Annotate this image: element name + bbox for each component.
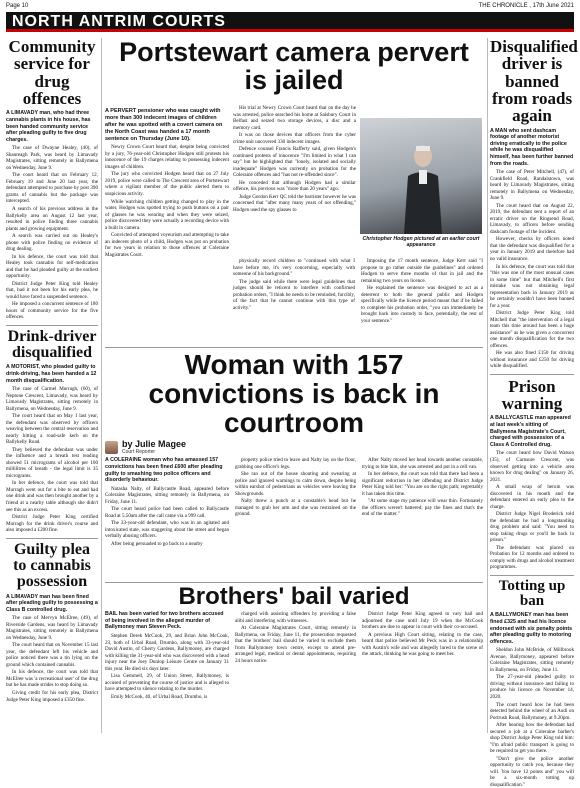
paragraph: Defence counsel Francis Rafferty said, given Hodgen's continued protests of innocence "I'm limited in what I can say" but he highlighted that "lonely, isolated and socially inadequate" Hodgen was currently on probation for the Coleraine offences and "has not re-offended since". [233,146,356,179]
paragraph: Imposing the 17 month sentence, Judge Kerr said "I propose to go rather outside the guidelines" and ordered Hodgen to serve three months of that in jail and the remaining two years on licence. [361,258,483,284]
paragraph: The 33-year-old defendant, who was in an agitated and intoxicated state, was staggering about the street and began verbally abusing officers. [105,520,229,540]
paragraph: District Judge Peter King certified Murragh for the drink driver's course and also imposed a £200 fine. [6,514,98,534]
paragraph: Natasha Nalty, of Ballycastle Road, appeared before Coleraine Magistrates, sitting remotely in Ballymena, on Friday, June 11. [105,485,229,505]
lead-paragraph: A LIMAVADY man, who had three cannabis plants in his house, has been handed community service after pleading guilty to five drug charges. [6,110,91,143]
paragraph: Emily McCook, 40, of Urbal Road, Drumbo, is [111,693,208,700]
paragraph: At Coleraine Magistrates Court, sitting remotely in Ballymena, on Friday, June 11, the prosecution requested that the brothers' bail should be varied to exclude them from Ballymoney town centre, except to attend pre-arranged legal, medical or dental appointments, requiring 24 hours notice. [235,625,356,664]
paragraph: She ran out of the house shouting and swearing at police and ignored warnings to calm down, despite being within earshot of pedestrians as vehicles were leaving the Showgrounds. [235,471,356,497]
portstewart-continuation [233,258,483,346]
page-number: Page 10 [6,3,29,9]
paragraph: He was also fined £150 for driving without insurance and £250 for driving while disqualified. [490,350,574,370]
paragraph: He imposed a concurrent sentence of 180 hours of community service for the five offences. [6,301,98,321]
paragraph: Judge Gordon Kerr QC told the barrister however he was concerned that "after many many years of not offending," Hodgen used the spy glasses to [233,193,356,213]
story-woman-convictions [105,347,483,581]
story-disqualified-driver [490,37,578,370]
defendant-photo [360,118,482,234]
photo-caption: Christopher Hodgen pictured at an earlier court appearance [362,236,480,249]
paragraph: The court heard that on February 12, February 19 and June 20 last year, the defendant attempted to purchase by post 390 grams of cannabis but the package was intercepted. [6,172,98,205]
paragraph: physically record children to "continued with what I have before me, it's very concerning, especially with someone of his background." [233,258,355,278]
paragraph: A search was carried out on Healey's phone with police finding no evidence of drug dealing. [6,233,98,253]
story-body [490,450,574,570]
paragraph: The court heard how he had been detected behind the wheel of an Audi on Portrush Road, Ballymoney, at 9.20pm. [490,701,574,721]
story-columns [105,611,483,701]
paragraph: A small wrap of heroin was discovered in his mouth and the defendant entered an early plea to the charge. [490,484,574,510]
paragraph: After being persuaded to go back to a nearby [111,540,203,547]
portstewart-column-1 [105,105,229,342]
paragraph: The case of Peter Mitchell, (47), of Crankfield Road, Randalstown, was heard by Limavady Magistrates, sitting remotely in Ballymena on Wednesday, June 9. [490,169,574,202]
lead-paragraph: A MOTORIST, who pleaded guilty to drink-driving, has been handed a 12 month disqualification. [6,364,97,384]
paragraph: His trial at Newry Crown Court heard that on the day he was arrested, police searched his home at Salsbury Court in Belfast and seized two storage devices, a disc and a memory card. [233,105,356,131]
lead-paragraph: A BALLYCASTLE man appeared at last week's sitting of Ballymena Magistrate's Court, charged with possession of a Class A Controlled drug. [490,415,571,448]
story-brothers-bail [105,582,483,734]
paragraph: Nalty threw a punch at a constable's head but he managed to grab her arm and she was restrained on the ground. [235,498,356,518]
paragraph: Giving credit for his early plea, District Judge Peter King imposed a £350 fine. [6,690,98,703]
lead-headline: Portstewart camera pervert is jailed [119,37,469,96]
story-guilty-plea [6,542,98,703]
lead-paragraph: A COLERAINE woman who has amassed 157 convictions has been fined £600 after pleading guilty to smashing two police officers and disorderly behaviour. [105,457,223,484]
right-column [490,37,578,788]
paragraph: Convicted of attempted voyeurism and attempting to take an indecent photo of a child, Hodgen was put on probation for two years in relation to those offences at Coleraine Magistrates Court. [105,232,229,258]
story-divider [490,374,574,375]
story-column [235,457,483,548]
story-body [235,611,483,664]
headline: Guilty plea to cannabis possession [13,540,91,591]
story-divider [6,538,98,539]
story-prison-warning [490,378,574,571]
section-title: NORTH ANTRIM COURTS [12,13,226,30]
paragraph: The court heard police had been called to Ballycastle Road at 5.50am after the call came via a 999 call. [105,506,229,519]
paragraph: The court heard that on August 22, 2019, the defendant sent a report of an erratic driver on the Ringsend Road, Limavady, to officers before sending dashcam footage of the incident. [490,202,574,235]
paragraph: A search of his previous address in the Ballykelly area on August 12 last year, resulted in police finding three cannabis plants and growing equipment. [6,206,98,232]
lead-paragraph: A PERVERT pensioner who was caught with more than 300 indecent images of children after he was spotted with a covert camera on the North Coast was handed a 17 month sentence on Thursday (June 10). [105,108,223,142]
headline: Disqualified driver is banned from roads again [490,37,578,126]
column-rule [487,38,488,733]
paragraph: The jury who convicted Hodgen heard that on 27 July 2019, police were called to The Crescent area of Portstewart where a vigilant member of the public alerted them to suspicious activity. [105,171,229,197]
lead-paragraph: A MAN who sent dashcam footage of another motorist driving erratically to the police while he was disqualified himself, has been further banned from the roads. [490,127,574,167]
paragraph: The court heard that on November 15 last year, the defendant left his vehicle and police noticed there was a tin lying on the ground which contained cannabis. [6,642,98,668]
left-column [6,38,98,736]
headline: Community service for drug offences [8,37,96,108]
headline: Drink-driver disqualified [7,327,97,362]
paragraph: Stephen Derek McCook, 29, and Brian John McCook, 23, both of Urbal Road, Drumbo, along with 33-year-old David Austin, of Cherry Gardens, Ballymoney, are charged with killing the 31-year-old who was discovered with a head injury near the Joey Dunlop Leisure Centre on January 31 this year. He died six days later. [105,633,229,672]
story-body [490,169,574,369]
paragraph: Lisa Gemmell, 29, of Union Street, Ballymoney, is accused of preventing the course of justice and is alleged to have attempted to silence relating to the murder. [105,673,229,693]
story-body [6,386,98,533]
column-rule [101,38,102,733]
story-body [233,258,483,324]
paragraph: In his defence, the court was told that "this was one of the most unusual cases in some time" but that Mitchell's first mistake was not obtaining legal representation back in January 2019 as he certainly wouldn't have been banned for a year. [490,263,574,309]
story-community-service [6,38,98,321]
paragraph: However, checks by officers noted that the defendant was disqualified for a year in January 2019 and therefore had no valid insurance. [490,236,574,262]
paragraph: District Judge Nigel Broderick told the defendant he had a longstanding drug problem and said: "You need to stop taking drugs or you'll be back in prison." [490,511,574,544]
byline-box [105,439,483,455]
paragraph: District Judge Peter King told Healey that, had it not been for his early plea, he would have faced a suspended sentence. [6,280,98,300]
paragraph: The 27-year-old pleaded guilty to driving without insurance and failing to produce his licence on November 14, 2020. [490,674,574,700]
paragraph: The case of Dwayne Healey, (40), of Shanreagh Park, was heard by Limavady Magistrates, sitting remotely in Ballymena on Wednesday, June 9. [6,145,98,171]
paragraph: After Nalty moved her head towards another constable, trying to bite him, she was arrested and put in a cell van. [362,457,483,470]
byline: by Julie Magee [122,439,187,450]
paper-name-date: THE CHRONICLE , 17th June 2021 [478,3,574,9]
story-body [6,145,98,320]
story-body [233,105,356,213]
paragraph: property police tried to leave and Nalty lay on the floor, grabbing one officer's legs. [235,457,356,470]
headline: Totting up ban [498,577,566,610]
paragraph: In her defence, the court was told that Murragh went out for a bite to eat and had one drink and was then brought another by a friend at a nearby table although she didn't see this as an excess. [6,480,98,513]
story-columns [105,457,483,548]
lead-paragraph: A BALLYMONEY man has been fined £325 and had his licence endorsed with six penalty points after pleading guilty to motoring offences. [490,612,573,645]
paragraph: It was on those devices that officers from the cyber crime unit uncovered 330 indecent images. [233,132,356,145]
lead-paragraph: A LIMAVADY man has been fined after pleading guilty to possessing a Class B controlled drug. [6,593,98,613]
top-line [6,2,574,11]
reporter-avatar [105,441,118,454]
paragraph: charged with assisting offenders by providing a false alibi and interfering with witnesses. [235,611,356,624]
paragraph: After hearing how the defendant had secured a job at a Coleraine barber's shop District Judge Peter King told him: "I'm afraid public transport is going to be required to get you there. [490,722,574,755]
story-body [105,633,229,700]
story-body [105,486,229,548]
paragraph: In his defence, the court was told that Healey took cannabis for self-medication and that he had pleaded guilty at the earliest opportunity. [6,253,98,280]
story-column [105,611,229,701]
story-divider [490,575,574,576]
paragraph: He conceded that although Hodgen had a similar offence, his previous was "more than 20 years" ago. [233,179,356,193]
paragraph: "Don't give the police another opportunity to catch you, because they will. You have 12 points and" you will be a six-month totting up disqualification." [490,755,574,788]
story-body [6,615,98,703]
paragraph: The case of Carmel Murragh, (60), of Neptone Crescent, Limavady, was heard by Limavady Magistrates, sitting remotely in Ballymena, on Wednesday, June 9. [6,386,98,412]
paragraph: In her defence, the court was told that there had been a significant reduction in her offending and District Judge Peter King told her: "You are on the right path; regrettably it has taken this time. [362,471,483,497]
paragraph: The defendant was placed on Probation for 12 months and ordered to comply with drugs and alcohol treatment programmes. [490,544,574,571]
headline: Woman with 157 convictions is back in courtroom [148,349,440,439]
byline-role: Court Reporter [122,449,156,456]
headline: Brothers' bail varied [178,583,410,610]
paragraph: The court heard how David Watson (35), of Carnsure Crescent, was observed getting into a vehicle area known for drug dealing" on January 26, 2021. [490,450,574,483]
paragraph: District Judge Peter King agreed to vary bail and adjourned the case until July 19 when the McCook brothers are due to appear in court with their co-accused. [362,611,483,631]
paragraph: District Judge Peter King told Mitchell that "the intervention of a legal team this time around has been a huge assistance" as he was given a concurrent one month disqualification for the two offences. [490,310,574,349]
story-totting-up [490,579,574,788]
portstewart-headline-block [105,38,483,104]
paragraph: He explained the sentence was designed to act as a deterrent to both the general public and Hodgen specifically while the licence period meant that if he failed to complete his probation order, "you can immediately be brought back into custody to face, potentially, the rest of your sentence." [361,285,483,324]
story-body [105,144,229,258]
paragraph: Sheldon John McBride, of Millbrook Avenue, Ballymoney, appeared before Coleraine Magistrates, sitting remotely in Ballymena, on Friday, June 11. [490,647,574,673]
story-column [235,611,483,701]
person-silhouette-icon [400,142,446,234]
paragraph: They believed the defendant was under the influence and a breath test reading showed 51 micrograms of alcohol per 100 millilitres of breath - the legal limit is 35 micrograms. [6,446,98,479]
paragraph: The case of Mervyn McElree, (49), of Riverside Gardens, was heard by Limavady Magistrates, sitting remotely in Ballymena on Wednesday, June 9. [6,615,98,641]
story-body [490,647,574,788]
story-body [235,457,483,519]
paragraph: The judge said while there were legal guidelines that judges should be reticent to interfere with confirmed probation orders, "I think he needs to be reminded, forcibly, of the fact that he cannot continue with this type of activity." [233,278,355,311]
paragraph: While watching children getting changed to play in the water, Hodgen was spotted trying to push buttons on a pair of glasses he was wearing and when they were seized, police discovered they were actually a recording device with a built in camera. [105,198,229,231]
paragraph: "At some stage my patience will wear thin. Fortunately the officers weren't battered; pay the fines and that's the end of the matter." [362,498,483,518]
section-masthead [6,12,574,32]
story-column [105,457,229,548]
story-drink-driver [6,329,98,534]
paragraph: Newry Crown Court heard that, despite being convicted by a jury, 76-year-old Christopher Hodgen still protests his innocence of the 19 charges relating to possessing indecent images of children. [105,144,229,170]
lead-paragraph: BAIL has been varied for two brothers accused of being involved in the alleged murder of Ballymoney man Steven Peck. [105,611,224,631]
paragraph: The court heard that on May 1 last year, the defendant was observed by officers weaving between the central reservation and nearly hitting a road-safe kerb on the Ballykelly Road. [6,413,98,446]
story-divider [6,325,98,326]
headline: Prison warning [501,376,563,414]
paragraph: A previous High Court sitting, relating to the case, heard that police believed Mr Peck was in a relationship with Austin's wife and was allegedly lured to the scene of the attack, thinking he was going to meet her. [362,631,483,658]
paragraph: In his defence, the court was told that McElree was 'a recreational user' of the drug but he has made strides to stop doing so. [6,669,98,689]
